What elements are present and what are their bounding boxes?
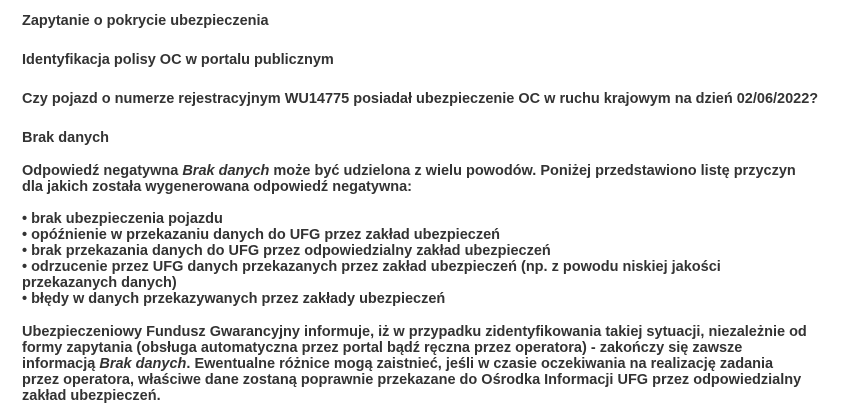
- reason-text: brak ubezpieczenia pojazdu: [31, 211, 223, 227]
- explanation-suffix: może być udzielona z wielu powodów. Poniżej przedstawiono listę przyczyn dla jakich została wygenerowana odpowiedź negatywna:: [22, 163, 796, 195]
- list-item: [22, 259, 802, 291]
- list-item: [22, 211, 802, 227]
- list-item: [22, 291, 802, 307]
- info-prefix: Ubezpieczeniowy Fundusz Gwarancyjny informuje, iż w przypadku zidentyfikowania takiej sytuacji, niezależnie od formy zapytania (obsługa automatyczna przez portal bądź ręczna przez operatora) - zakończy się zawsze informacją: [22, 324, 807, 372]
- reason-text: odrzucenie przez UFG danych przekazanych przez zakład ubezpieczeń (np. z powodu niskiej jakości przekazanych danych): [22, 259, 721, 291]
- reasons-list: [22, 211, 802, 307]
- bullet-icon: •: [22, 211, 28, 227]
- info-emphasis: Brak danych: [99, 356, 187, 372]
- query-question: Czy pojazd o numerze rejestracyjnym WU14775 posiadał ubezpieczenie OC w ruchu krajowym na dzień 02/06/2022?: [22, 91, 819, 107]
- reason-text: brak przekazania danych do UFG przez odpowiedzialny zakład ubezpieczeń: [31, 243, 551, 259]
- list-item: [22, 243, 802, 259]
- ufg-info-paragraph: [22, 324, 812, 404]
- bullet-icon: •: [22, 291, 28, 307]
- reason-text: błędy w danych przekazywanych przez zakłady ubezpieczeń: [31, 291, 446, 307]
- page-subtitle: Identyfikacja polisy OC w portalu publicznym: [22, 52, 334, 68]
- info-suffix: . Ewentualne różnice mogą zaistnieć, jeśli w czasie oczekiwania na realizację zadania przez operatora, właściwe dane zostaną poprawnie przekazane do Ośrodka Informacji UFG przez odpowiedzialny zakład ubezpieczeń.: [22, 356, 802, 404]
- list-item: [22, 227, 802, 243]
- explanation-emphasis: Brak danych: [182, 163, 270, 179]
- page-title: Zapytanie o pokrycie ubezpieczenia: [22, 13, 269, 29]
- bullet-icon: •: [22, 259, 28, 275]
- query-result: Brak danych: [22, 130, 110, 146]
- reason-text: opóźnienie w przekazaniu danych do UFG przez zakład ubezpieczeń: [31, 227, 500, 243]
- negative-answer-explanation: [22, 163, 802, 195]
- bullet-icon: •: [22, 243, 28, 259]
- bullet-icon: •: [22, 227, 28, 243]
- explanation-prefix: Odpowiedź negatywna: [22, 163, 183, 179]
